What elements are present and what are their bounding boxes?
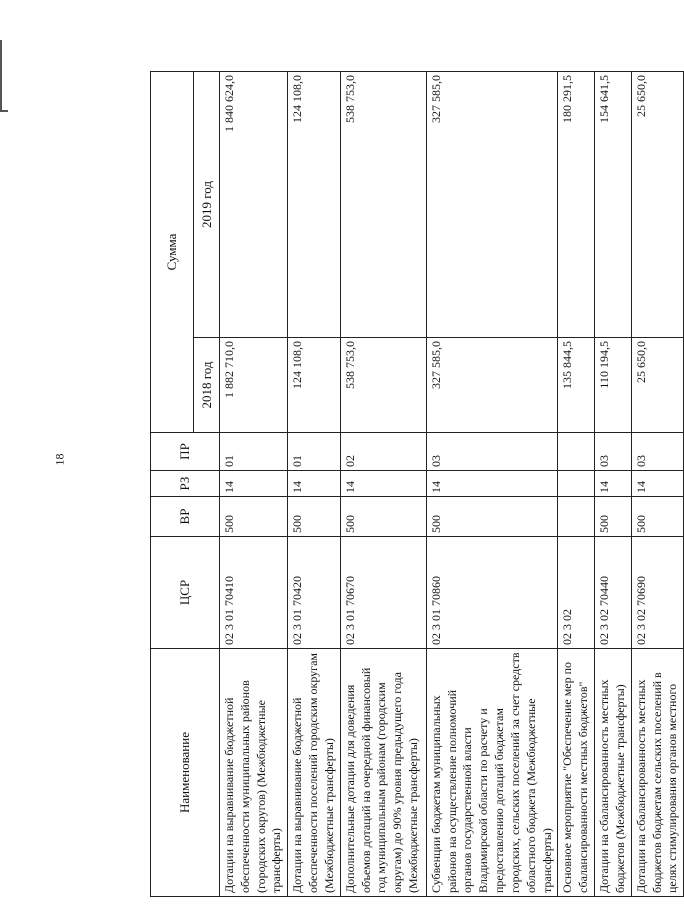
header-sum: Сумма [151, 72, 194, 433]
table-row [340, 72, 426, 897]
cell-2018: 1 882 710,0 [220, 338, 288, 433]
table-row [288, 72, 340, 897]
table-row [631, 72, 683, 897]
rotated-page-content [150, 72, 680, 897]
cell-name: Дотации на сбалансированность местных бюджетов (Межбюджетные трансферты) [595, 649, 632, 897]
cell-name: Дотации на выравнивание бюджетной обеспеченности поселений городским округам (Межбюджетные трансферты) [288, 649, 340, 897]
cell-vr: 500 [288, 497, 340, 537]
cell-rz: 14 [426, 471, 558, 497]
cell-csr: 02 3 02 [558, 537, 595, 649]
header-2018: 2018 год [194, 338, 220, 433]
cell-rz: 14 [288, 471, 340, 497]
cell-2019: 154 641,5 [595, 72, 632, 338]
header-name: Наименование [151, 649, 220, 897]
cell-pr [558, 433, 595, 471]
budget-table [150, 71, 684, 897]
page-number: 18 [52, 453, 67, 466]
header-csr: ЦСР [151, 537, 220, 649]
cell-2018: 124 108,0 [288, 338, 340, 433]
cell-2019: 180 291,5 [558, 72, 595, 338]
header-pr: ПР [151, 433, 220, 471]
cell-vr: 500 [220, 497, 288, 537]
cell-name: Дотации на выравнивание бюджетной обеспеченности муниципальных районов (городских округов) (Межбюджетные трансферты) [220, 649, 288, 897]
cell-csr: 02 3 02 70440 [595, 537, 632, 649]
cell-csr: 02 3 01 70860 [426, 537, 558, 649]
cell-vr: 500 [426, 497, 558, 537]
cell-name: Основное мероприятие "Обеспечение мер по сбалансированности местных бюджетов" [558, 649, 595, 897]
cell-rz: 14 [631, 471, 683, 497]
cell-rz: 14 [595, 471, 632, 497]
cell-csr: 02 3 01 70670 [340, 537, 426, 649]
cell-2018: 538 753,0 [340, 338, 426, 433]
cell-rz [558, 471, 595, 497]
cell-2018: 135 844,5 [558, 338, 595, 433]
cell-pr: 02 [340, 433, 426, 471]
cell-pr: 03 [595, 433, 632, 471]
cell-vr: 500 [595, 497, 632, 537]
cell-name: Дополнительные дотации для доведения объемов дотаций на очередной финансовый год муниципальным районам (городским округам) до 90% уровня предыдущего года (Межбюджетные трансферты) [340, 649, 426, 897]
cell-vr: 500 [340, 497, 426, 537]
header-vr: ВР [151, 497, 220, 537]
cell-csr: 02 3 01 70420 [288, 537, 340, 649]
cell-pr: 03 [426, 433, 558, 471]
table-row [595, 72, 632, 897]
cell-2018: 327 585,0 [426, 338, 558, 433]
table-row [220, 72, 288, 897]
cell-vr: 500 [631, 497, 683, 537]
cell-pr: 01 [288, 433, 340, 471]
cell-rz: 14 [220, 471, 288, 497]
scan-edge-mark [0, 40, 8, 112]
cell-2019: 25 650,0 [631, 72, 683, 338]
table-row [426, 72, 558, 897]
cell-2018: 25 650,0 [631, 338, 683, 433]
cell-pr: 01 [220, 433, 288, 471]
cell-vr [558, 497, 595, 537]
cell-name: Субвенции бюджетам муниципальных районов на осуществление полномочий органов государственной власти Владимирской области по расчету и предоставлению дотаций бюджетам городских, сельских поселений за счет средств областного бюджета (Межбюджетные трансферты) [426, 649, 558, 897]
cell-csr: 02 3 02 70690 [631, 537, 683, 649]
header-2019: 2019 год [194, 72, 220, 338]
cell-2019: 327 585,0 [426, 72, 558, 338]
cell-2018: 110 194,5 [595, 338, 632, 433]
table-row [558, 72, 595, 897]
cell-csr: 02 3 01 70410 [220, 537, 288, 649]
cell-rz: 14 [340, 471, 426, 497]
header-rz: РЗ [151, 471, 220, 497]
cell-pr: 03 [631, 433, 683, 471]
cell-name: Дотации на сбалансированность местных бюджетов бюджетам сельских поселений в целях стимулирования органов местного [631, 649, 683, 897]
cell-2019: 1 840 624,0 [220, 72, 288, 338]
cell-2019: 538 753,0 [340, 72, 426, 338]
cell-2019: 124 108,0 [288, 72, 340, 338]
